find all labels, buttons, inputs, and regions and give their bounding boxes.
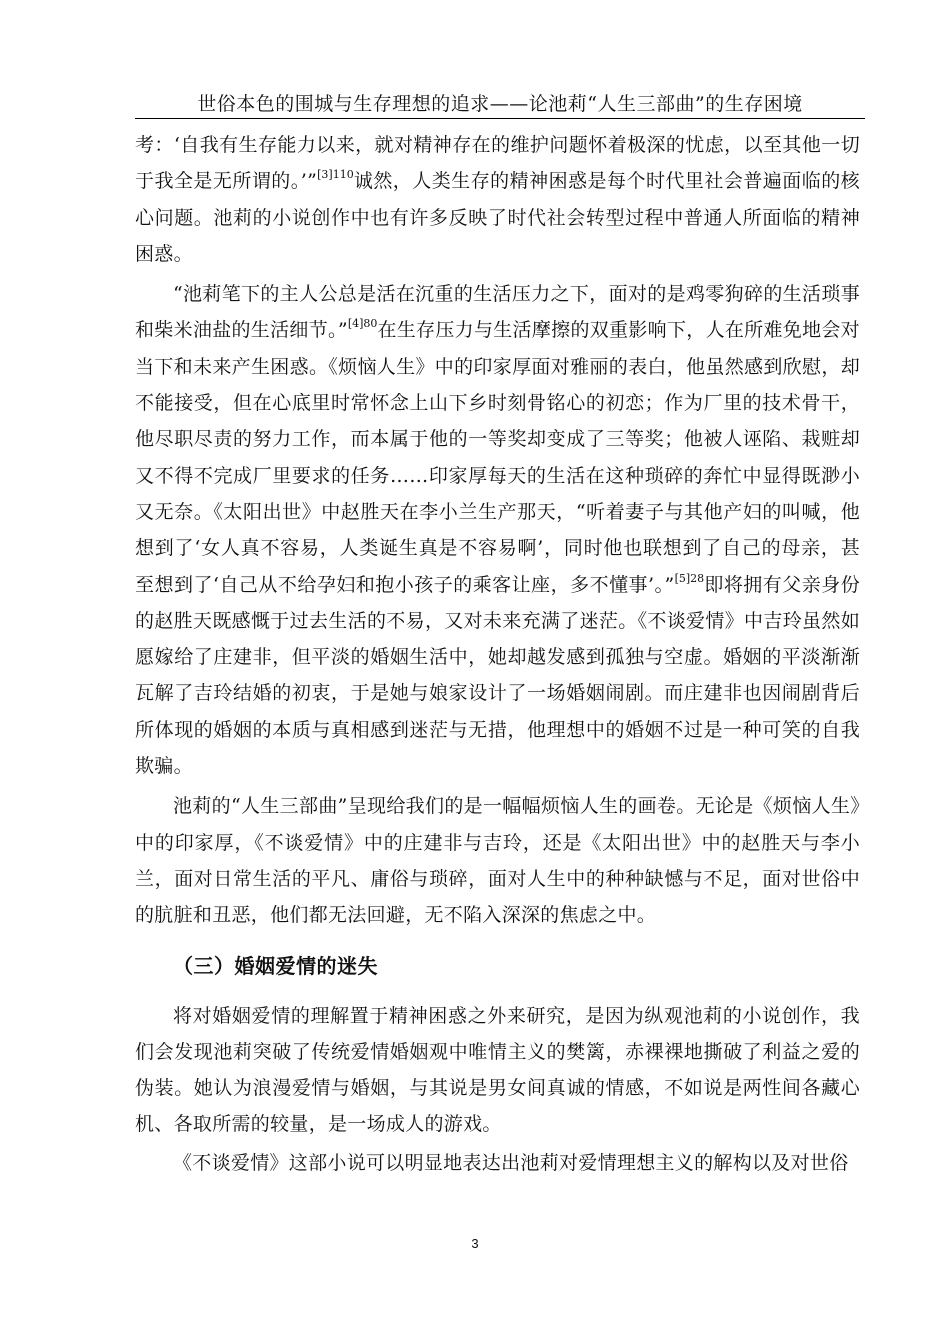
body-text	[135, 127, 860, 1183]
page-number: 3	[471, 1236, 479, 1251]
citation-marker: [3]110	[317, 168, 354, 182]
paragraph-text: 即将拥有父亲身份的赵胜天既感慨于过去生活的不易，又对未来充满了迷茫。《不谈爱情》中吉玲虽然如愿嫁给了庄建非，但平淡的婚姻生活中，她却越发感到孤独与空虚。婚姻的平淡渐渐瓦解了吉玲结婚的初衷，于是她与娘家设计了一场婚姻闹剧。而庄建非也因闹剧背后所体现的婚姻的本质与真相感到迷茫与无措，他理想中的婚姻不过是一种可笑的自我欺骗。	[135, 573, 861, 778]
paragraph-text: 考：‘自我有生存能力以来，就对精神存在的维护问题怀着极深的忧虑，以至其他一切于我全是无所谓的。’”	[135, 134, 860, 193]
paragraph-text: 诚然，人类生存的精神困惑是每个时代里社会普遍面临的核心问题。池莉的小说创作中也有许多反映了时代社会转型过程中普通人所面临的精神困惑。	[135, 170, 860, 265]
paragraph-continued	[135, 127, 860, 272]
header-rule	[135, 118, 865, 119]
paragraph-text: 在生存压力与生活摩擦的双重影响下，人在所难免地会对当下和未来产生困惑。《烦恼人生》中的印家厚面对雅丽的表白，他虽然感到欣慰，却不能接受，但在心底里时常怀念上山下乡时刻骨铭心的初恋；作为厂里的技术骨干，他尽职尽责的努力工作，而本属于他的一等奖却变成了三等奖；他被人诬陷、栽赃却又不得不完成厂里要求的任务……印家厚每天的生活在这种琐碎的奔忙中显得既渺小又无奈。《太阳出世》中赵胜天在李小兰生产那天，“听着妻子与其他产妇的叫喊，他想到了‘女人真不容易，人类诞生真是不容易啊’，同时他也联想到了自己的母亲，甚至想到了‘自己从不给孕妇和抱小孩子的乘客让座，多不懂事’。”	[135, 319, 860, 596]
paragraph: 将对婚姻爱情的理解置于精神困惑之外来研究，是因为纵观池莉的小说创作，我们会发现池莉突破了传统爱情婚姻观中唯情主义的樊篱，赤裸裸地撕破了利益之爱的伪装。她认为浪漫爱情与婚姻，与其说是男女间真诚的情感，不如说是两性间各藏心机、各取所需的较量，是一场成人的游戏。	[135, 1004, 860, 1136]
paragraph-text: “池莉笔下的主人公总是活在沉重的生活压力之下，面对的是鸡零狗碎的生活琐事和柴米油盐的生活细节。”	[135, 283, 860, 342]
running-header: 世俗本色的围城与生存理想的追求——论池莉“人生三部曲”的生存困境	[197, 93, 803, 115]
paragraph: 《不谈爱情》这部小说可以明显地表达出池莉对爱情理想主义的解构以及对世俗	[173, 1151, 849, 1174]
citation-marker: [5]28	[674, 571, 705, 585]
paragraph	[135, 276, 860, 784]
section-heading: （三）婚姻爱情的迷失	[173, 953, 378, 978]
citation-marker: [4]80	[347, 317, 378, 331]
paragraph: 池莉的“人生三部曲”呈现给我们的是一幅幅烦恼人生的画卷。无论是《烦恼人生》中的印家厚，《不谈爱情》中的庄建非与吉玲，还是《太阳出世》中的赵胜天与李小兰，面对日常生活的平凡、庸俗与琐碎，面对人生中的种种缺憾与不足，面对世俗中的肮脏和丑恶，他们都无法回避，无不陷入深深的焦虑之中。	[135, 795, 860, 927]
